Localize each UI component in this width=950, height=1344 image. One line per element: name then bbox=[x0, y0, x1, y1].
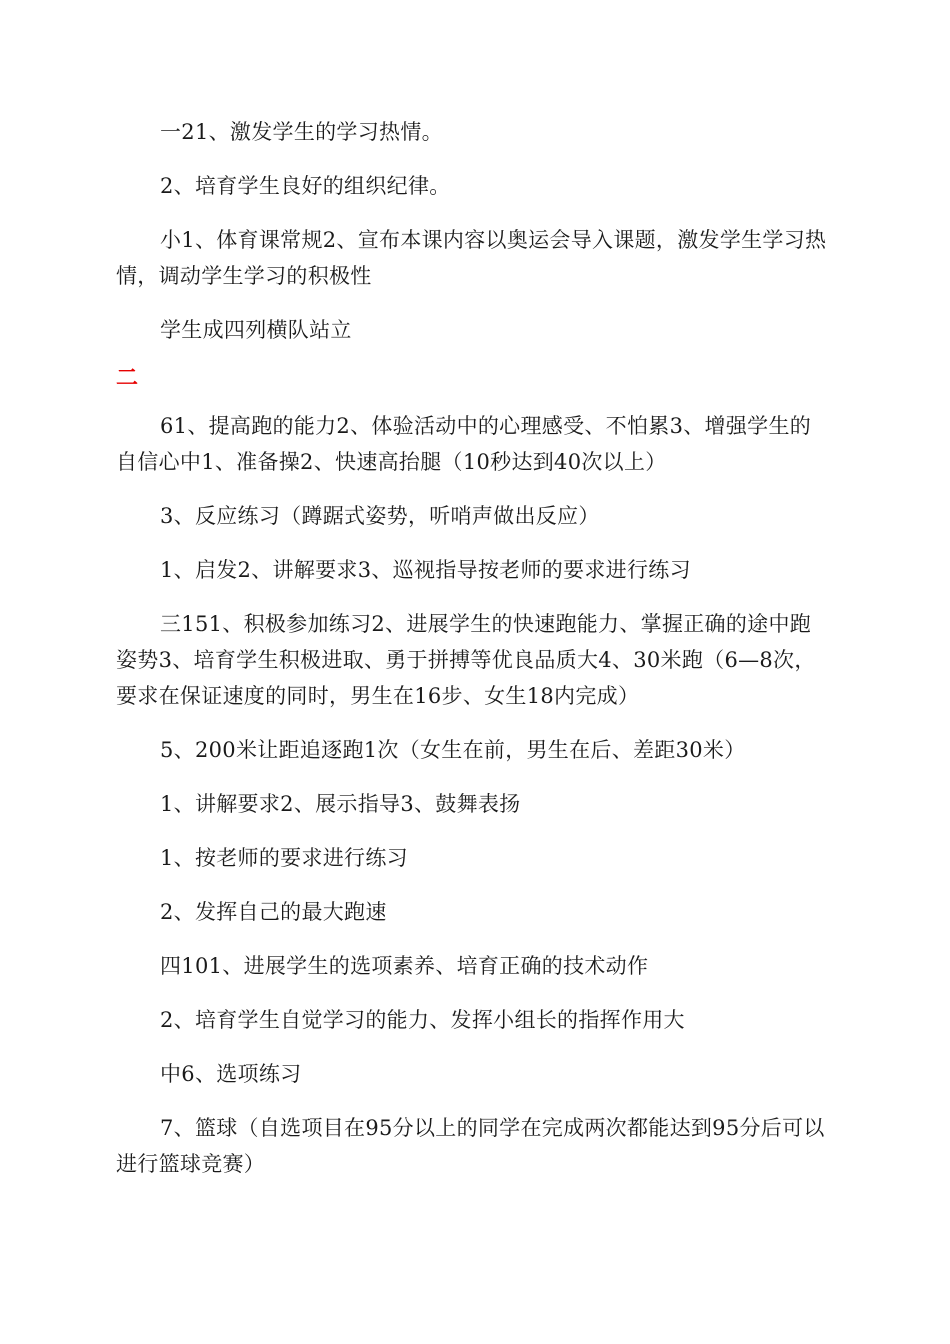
paragraph-13: 四101、进展学生的选项素养、培育正确的技术动作 bbox=[160, 954, 649, 978]
paragraph-16: 7、篮球（自选项目在95分以上的同学在完成两次都能达到95分后可以进行篮球竞赛） bbox=[116, 1116, 825, 1176]
paragraph-8: 三151、积极参加练习2、进展学生的快速跑能力、掌握正确的途中跑姿势3、培育学生积极进取、勇于拼搏等优良品质大4、30米跑（6—8次，要求在保证速度的同时，男生在16步、女生18内完成） bbox=[116, 612, 816, 708]
paragraph-4: 学生成四列横队站立 bbox=[160, 318, 352, 342]
paragraph-9: 5、200米让距追逐跑1次（女生在前，男生在后、差距30米） bbox=[160, 738, 746, 762]
paragraph-5: 61、提高跑的能力2、体验活动中的心理感受、不怕累3、增强学生的自信心中1、准备操2、快速高抬腿（10秒达到40次以上） bbox=[116, 414, 812, 474]
section-heading-two: 二 bbox=[116, 365, 139, 391]
paragraph-6: 3、反应练习（蹲踞式姿势，听哨声做出反应） bbox=[160, 504, 600, 528]
paragraph-15: 中6、选项练习 bbox=[160, 1062, 302, 1086]
paragraph-12: 2、发挥自己的最大跑速 bbox=[160, 900, 387, 924]
paragraph-1: 一21、激发学生的学习热情。 bbox=[160, 120, 443, 144]
document-body bbox=[116, 114, 830, 1182]
paragraph-7: 1、启发2、讲解要求3、巡视指导按老师的要求进行练习 bbox=[160, 558, 691, 582]
paragraph-11: 1、按老师的要求进行练习 bbox=[160, 846, 408, 870]
paragraph-3: 小1、体育课常规2、宣布本课内容以奥运会导入课题，激发学生学习热情，调动学生学习的积极性 bbox=[116, 228, 827, 288]
paragraph-14: 2、培育学生自觉学习的能力、发挥小组长的指挥作用大 bbox=[160, 1008, 685, 1032]
paragraph-10: 1、讲解要求2、展示指导3、鼓舞表扬 bbox=[160, 792, 521, 816]
paragraph-2: 2、培育学生良好的组织纪律。 bbox=[160, 174, 451, 198]
